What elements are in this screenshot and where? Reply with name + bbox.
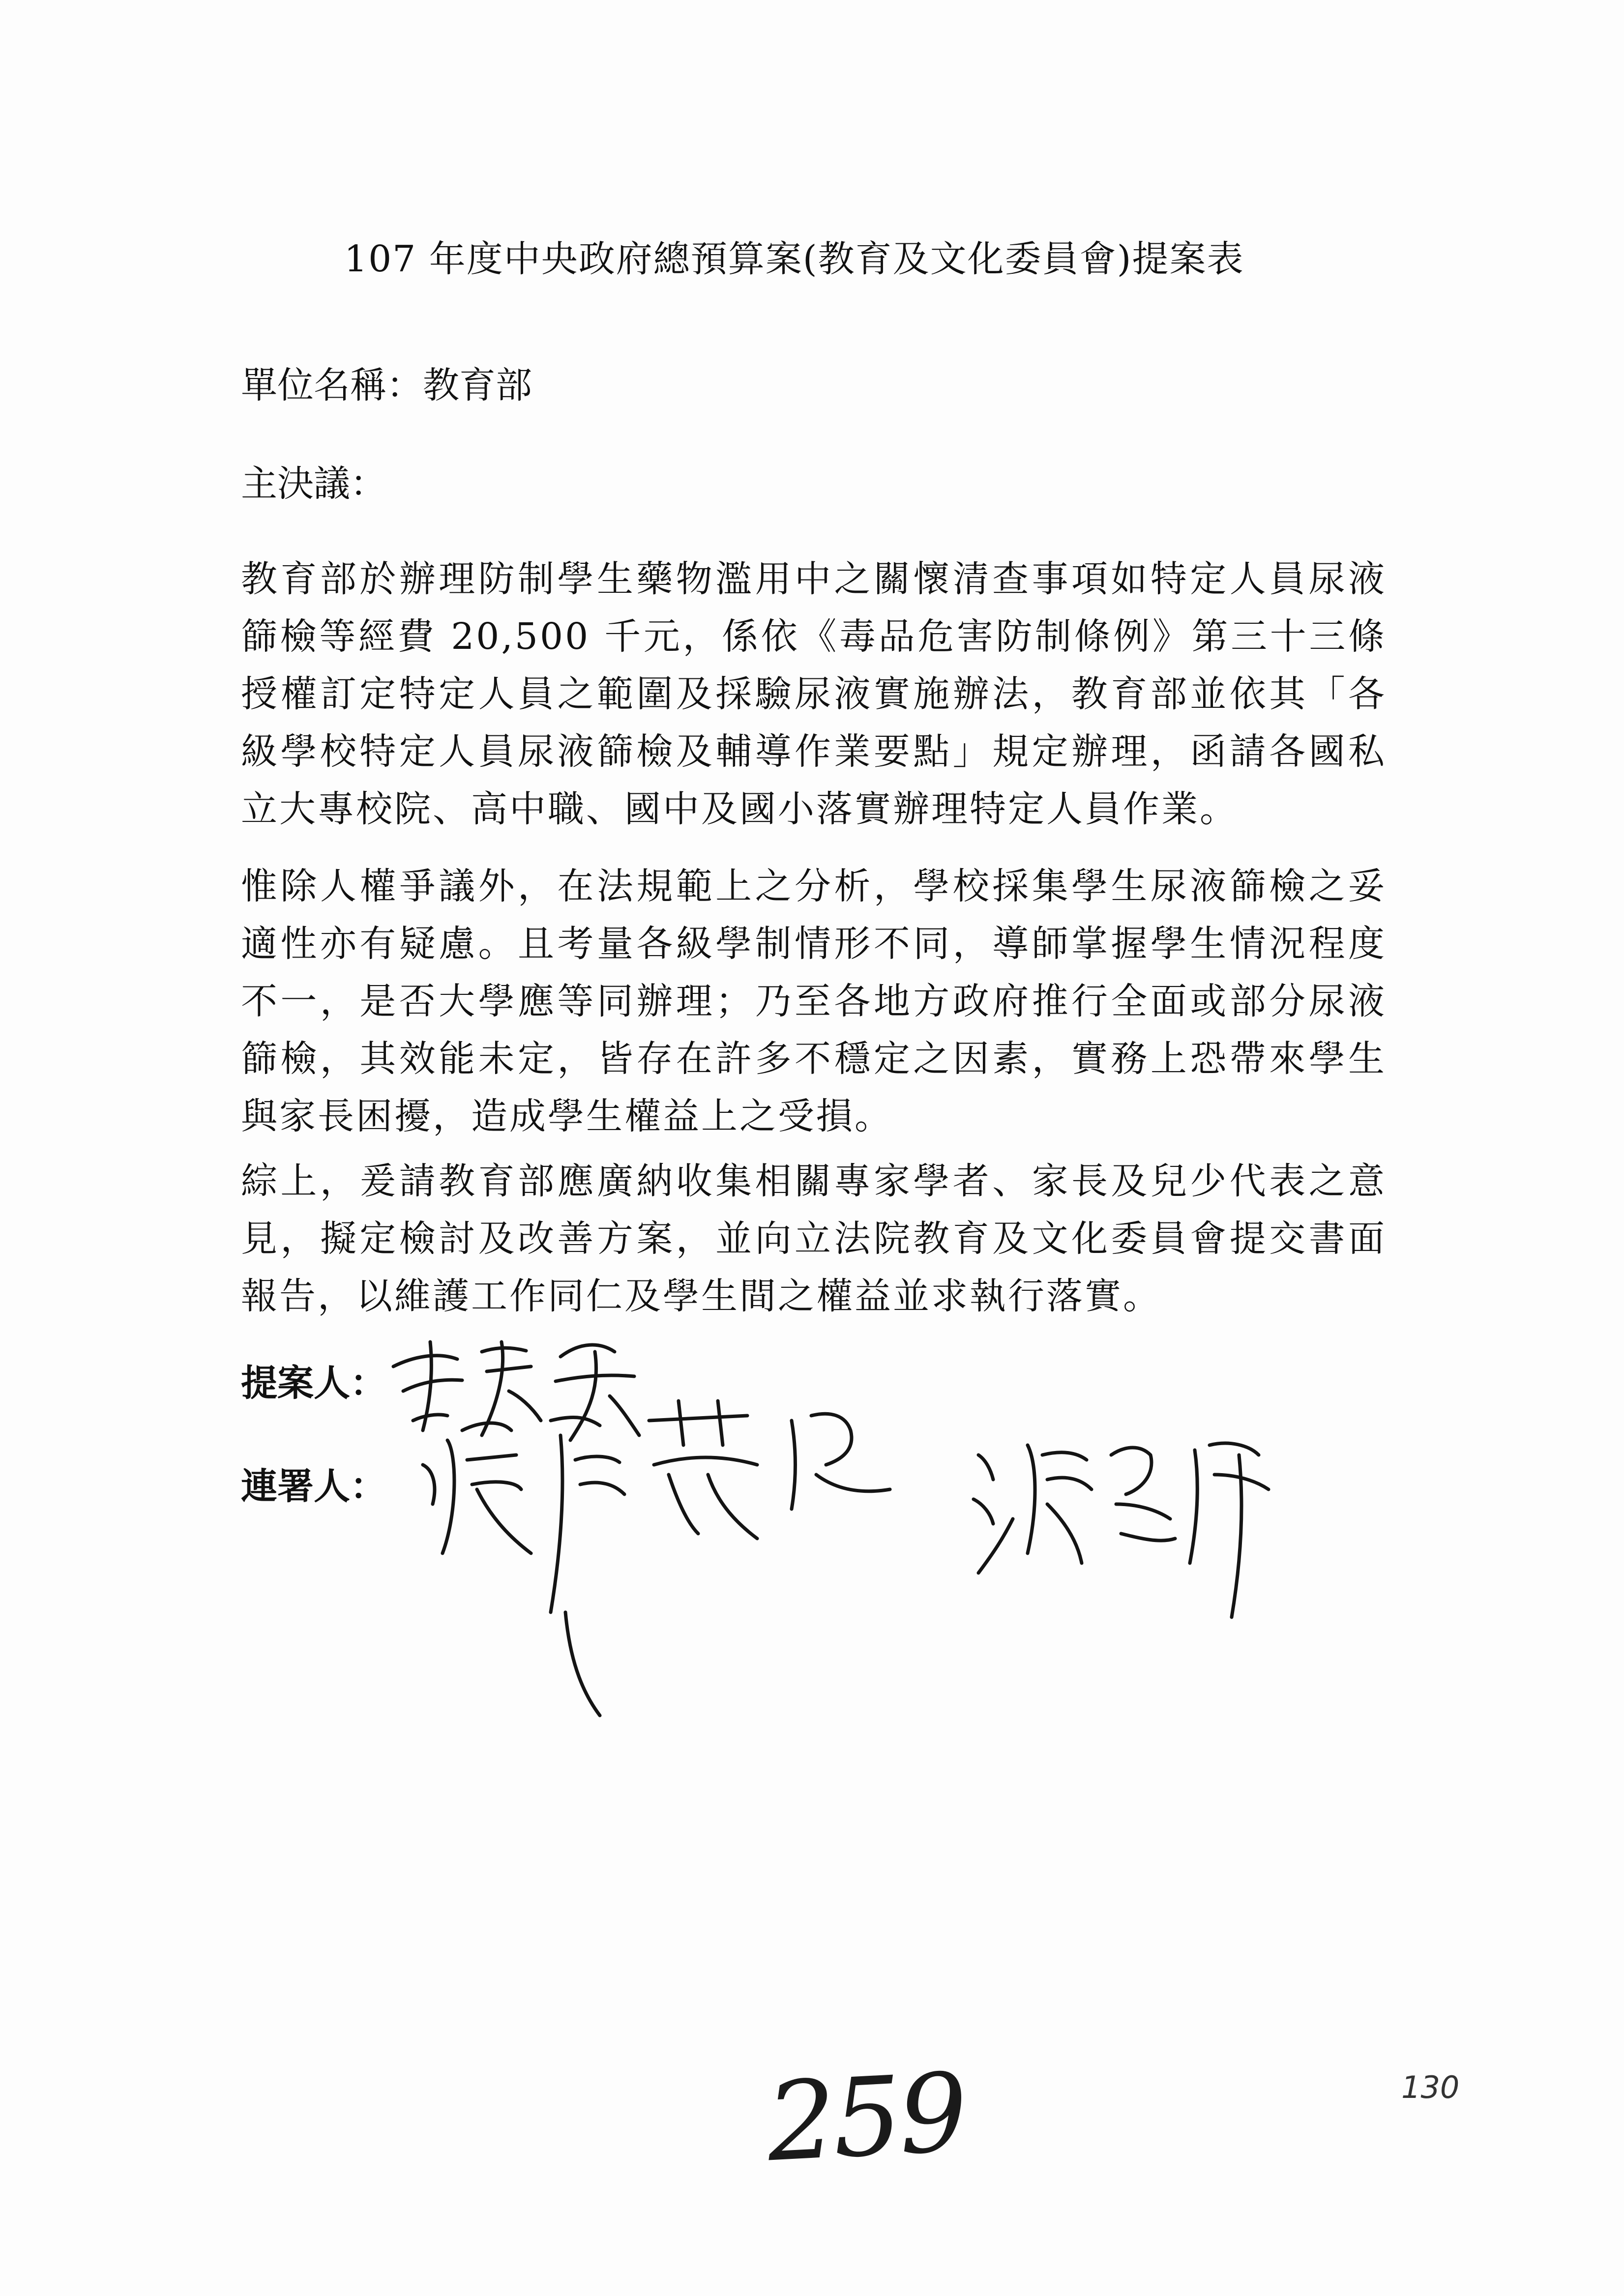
paragraph-1: 教育部於辦理防制學生藥物濫用中之關懷清查事項如特定人員尿液篩檢等經費 20,500 千元，係依《毒品危害防制條例》第三十三條授權訂定特定人員之範圍及採驗尿液實施辦法，教育部並依其「各級學校特定人員尿液篩檢及輔導作業要點」規定辦理，函請各國私立大專校院、高中職、國中及國小落實辦理特定人員作業。	[241, 558, 1387, 830]
document-title: 107 年度中央政府總預算案(教育及文化委員會)提案表	[344, 238, 1244, 280]
cosigner-signature-1	[403, 1391, 924, 1725]
proposer-label: 提案人：	[241, 1362, 386, 1404]
paragraph-3: 綜上，爰請教育部應廣納收集相關專家學者、家長及兒少代表之意見，擬定檢討及改善方案，並向立法院教育及文化委員會提交書面報告，以維護工作同仁及學生間之權益並求執行落實。	[241, 1160, 1387, 1317]
resolution-label: 主決議：	[241, 463, 386, 505]
paragraph-2: 惟除人權爭議外，在法規範上之分析，學校採集學生尿液篩檢之妥適性亦有疑慮。且考量各級學制情形不同，導師掌握學生情況程度不一，是否大學應等同辦理；乃至各地方政府推行全面或部分尿液篩檢，其效能未定，皆存在許多不穩定之因素，實務上恐帶來學生與家長困擾，造成學生權益上之受損。	[241, 865, 1387, 1137]
page-number: 259	[764, 2049, 968, 2186]
cosigner-signature-2	[964, 1425, 1298, 1632]
sheet-number: 130	[1401, 2069, 1460, 2105]
unit-name-line: 單位名稱：教育部	[241, 364, 532, 407]
cosigner-label: 連署人：	[241, 1465, 386, 1508]
